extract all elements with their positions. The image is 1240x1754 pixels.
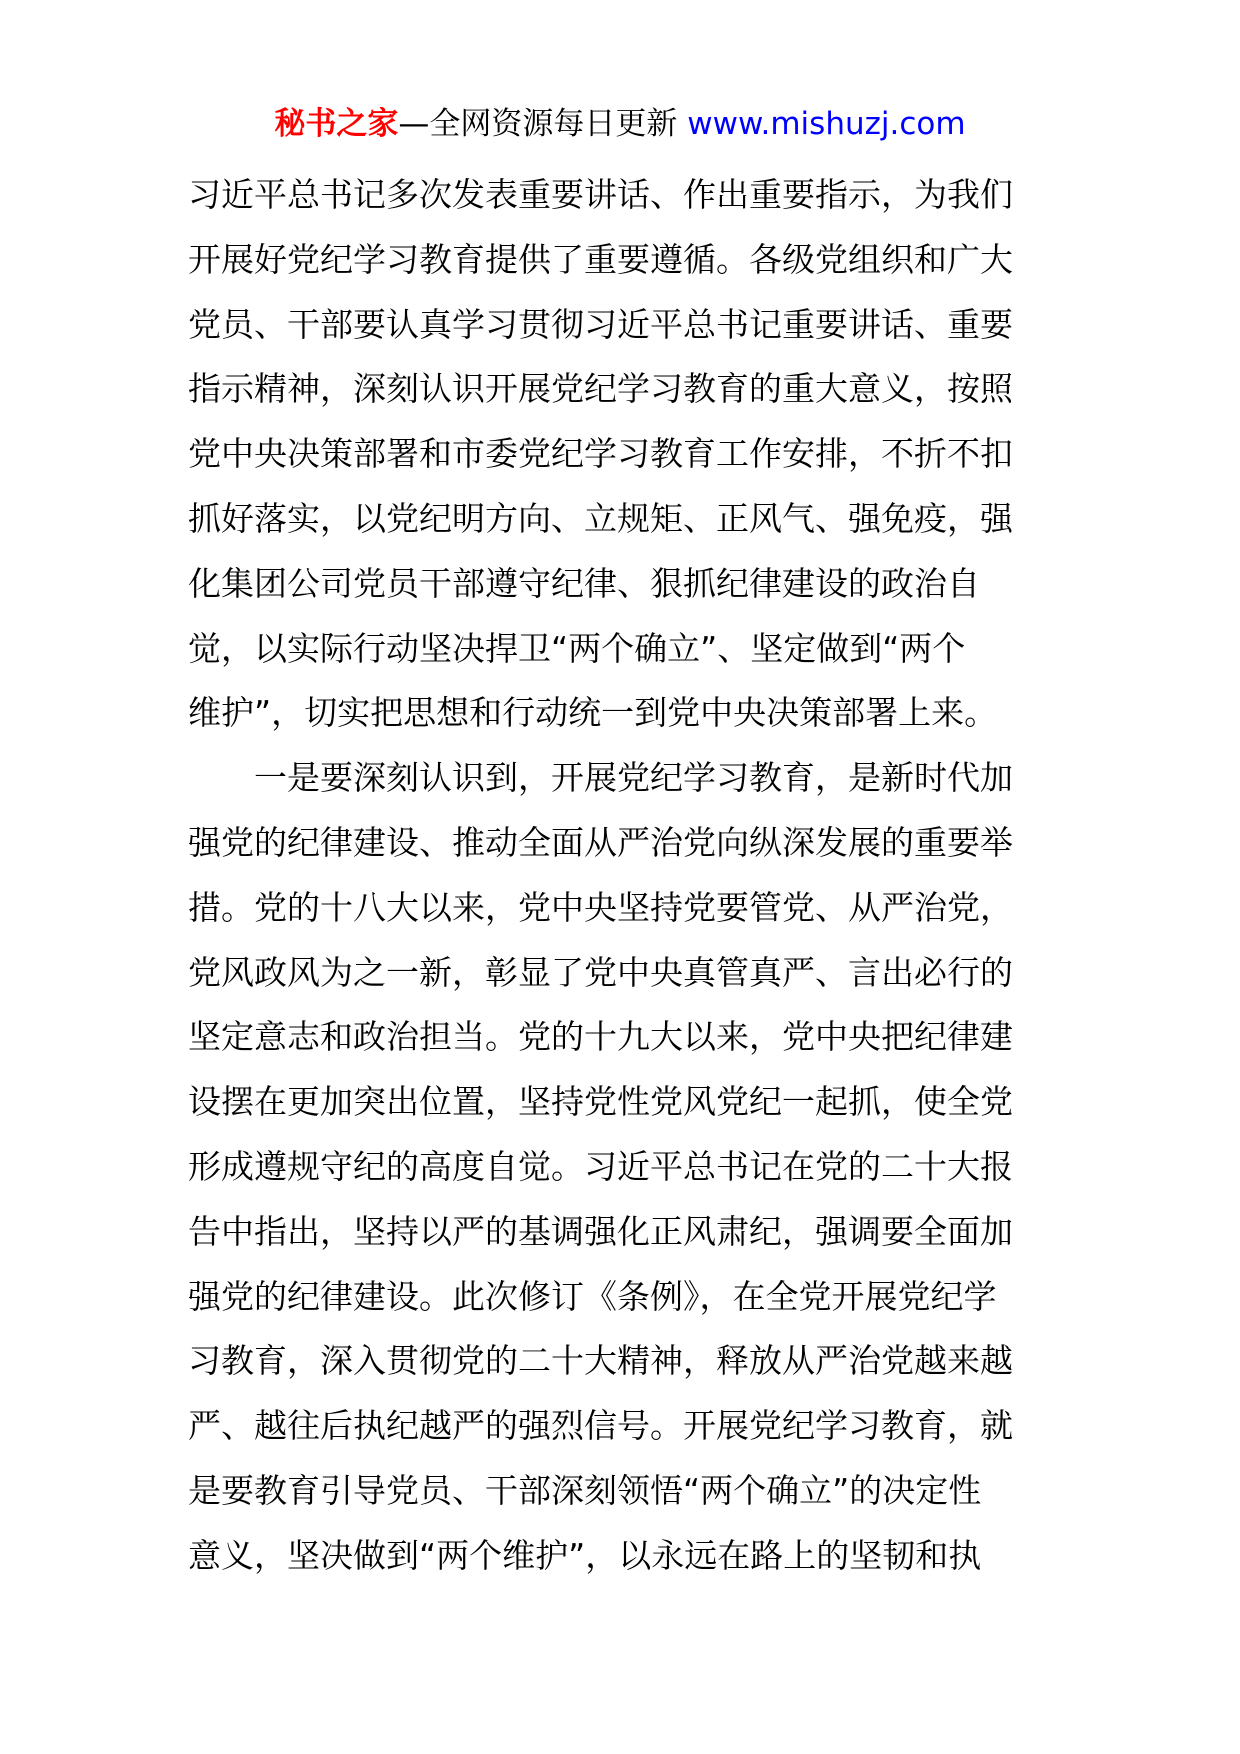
document-body [188, 163, 1056, 1589]
text-line: 告中指出，坚持以严的基调强化正风肃纪，强调要全面加 [188, 1211, 1013, 1251]
text-line: 党员、干部要认真学习贯彻习近平总书记重要讲话、重要 [188, 304, 1013, 344]
text-line: 习教育，深入贯彻党的二十大精神，释放从严治党越来越 [188, 1341, 1013, 1381]
text-line: 坚定意志和政治担当。党的十九大以来，党中央把纪律建 [188, 1017, 1013, 1057]
text-line: 党风政风为之一新，彰显了党中央真管真严、言出必行的 [188, 952, 1013, 992]
text-line: 觉，以实际行动坚决捍卫“两个确立”、坚定做到“两个 [188, 628, 966, 668]
brand-name: 秘书之家 [274, 106, 399, 142]
text-line: 指示精神，深刻认识开展党纪学习教育的重大意义，按照 [188, 369, 1013, 409]
text-line: 习近平总书记多次发表重要讲话、作出重要指示，为我们 [188, 175, 1013, 214]
text-line: 党中央决策部署和市委党纪学习教育工作安排，不折不扣 [188, 434, 1013, 474]
text-line: 抓好落实，以党纪明方向、立规矩、正风气、强免疫，强 [188, 498, 1013, 538]
text-line: 强党的纪律建设。此次修订《条例》，在全党开展党纪学 [188, 1276, 997, 1316]
text-line: 开展好党纪学习教育提供了重要遵循。各级党组织和广大 [188, 239, 1013, 279]
text-line: 是要教育引导党员、干部深刻领悟“两个确立”的决定性 [188, 1470, 982, 1510]
text-line: 意义，坚决做到“两个维护”，以永远在路上的坚韧和执 [188, 1535, 982, 1575]
text-line: 严、越往后执纪越严的强烈信号。开展党纪学习教育，就 [188, 1406, 1013, 1446]
paragraph-first-line: 一是要深刻认识到，开展党纪学习教育，是新时代加 [254, 758, 1013, 798]
text-line: 强党的纪律建设、推动全面从严治党向纵深发展的重要举 [188, 822, 1013, 862]
text-line: 维护”，切实把思想和行动统一到党中央决策部署上来。 [188, 693, 998, 733]
text-line: 措。党的十八大以来，党中央坚持党要管党、从严治党， [188, 887, 1013, 927]
text-line: 化集团公司党员干部遵守纪律、狠抓纪律建设的政治自 [188, 563, 980, 603]
page-header [0, 102, 1240, 146]
website-link[interactable]: www.mishuzj.com [687, 106, 966, 142]
text-line: 形成遵规守纪的高度自觉。习近平总书记在党的二十大报 [188, 1146, 1013, 1186]
text-line: 设摆在更加突出位置，坚持党性党风党纪一起抓，使全党 [188, 1082, 1013, 1122]
header-tagline: —全网资源每日更新 [398, 106, 688, 142]
